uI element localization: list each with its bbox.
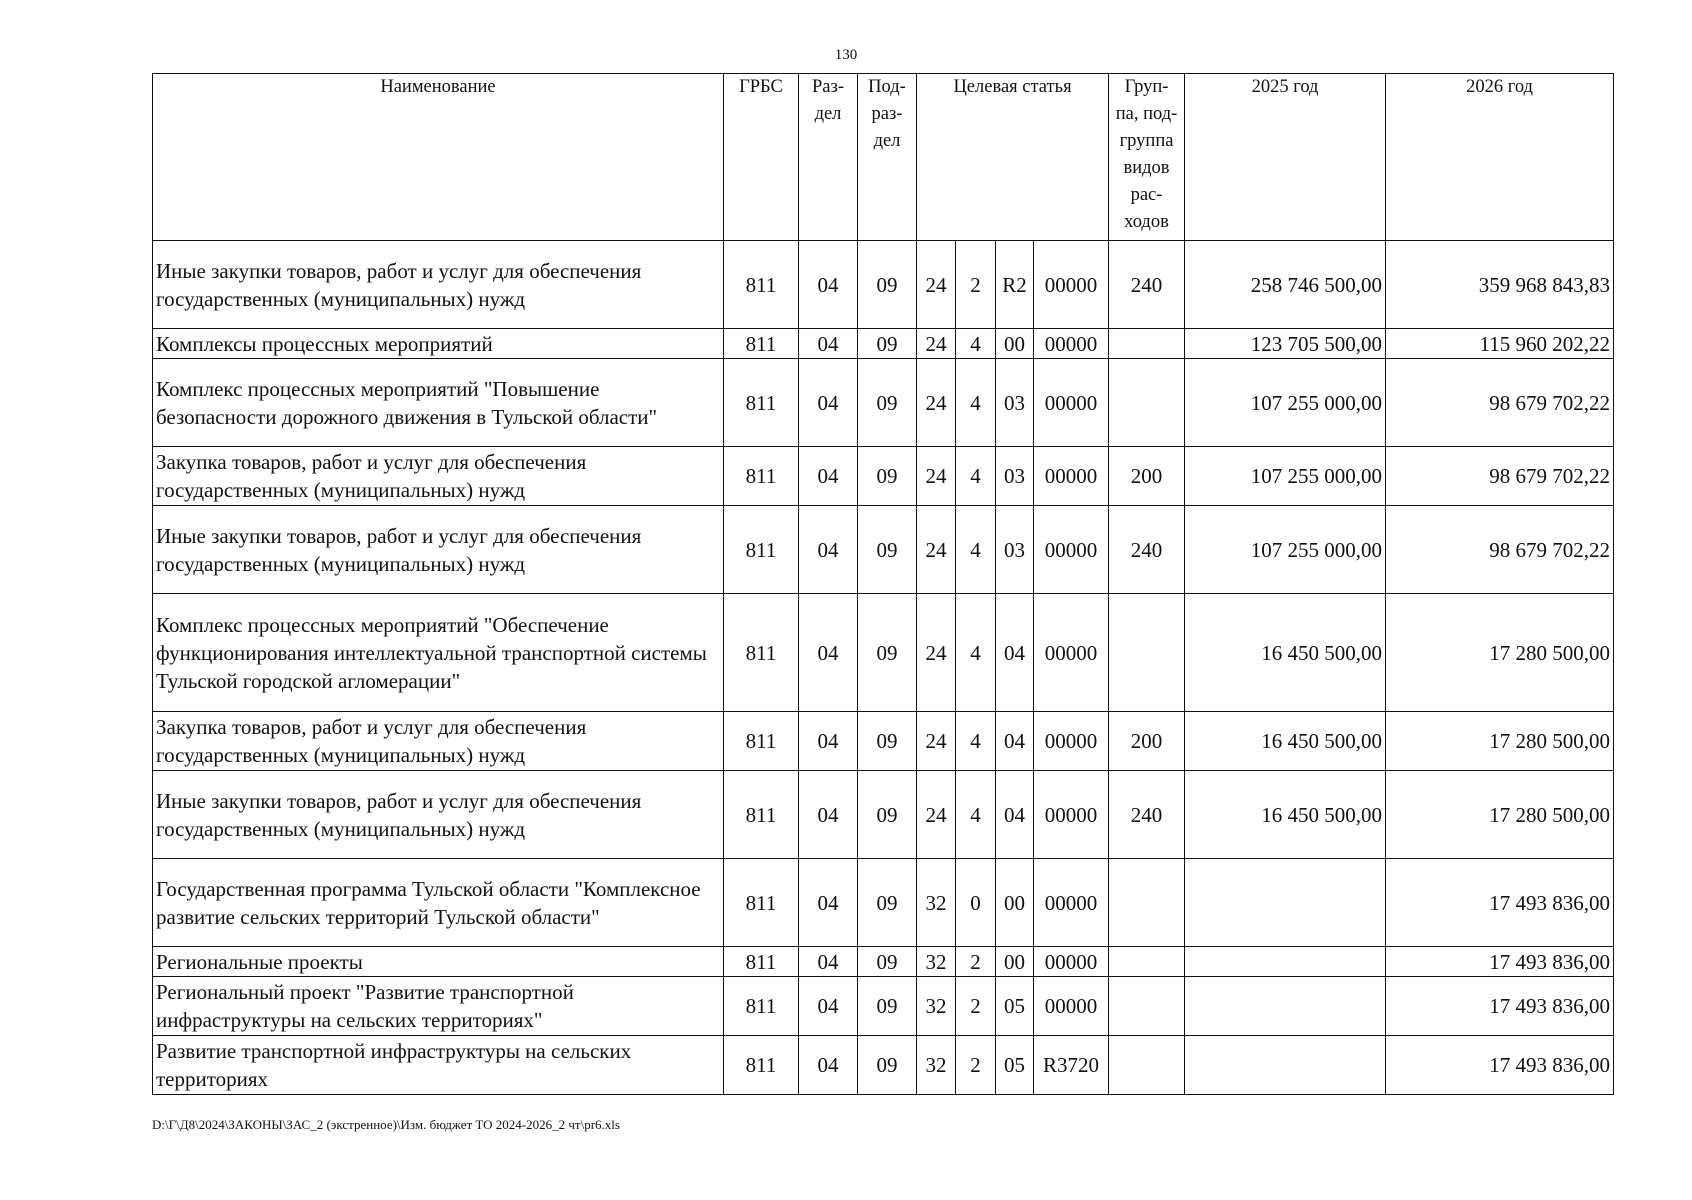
row-podrazdel: 09 (858, 1036, 917, 1095)
row-podrazdel: 09 (858, 594, 917, 712)
row-vid-raskhodov: 240 (1109, 241, 1185, 329)
header-tselevaya-statya: Целевая статья (917, 74, 1109, 241)
row-amount-2026: 17 280 500,00 (1386, 594, 1614, 712)
row-vid-raskhodov (1109, 947, 1185, 977)
table-row (153, 594, 1614, 712)
row-cs-subprogram: 00 (996, 859, 1034, 947)
row-amount-2025: 258 746 500,00 (1185, 241, 1386, 329)
row-amount-2026: 98 679 702,22 (1386, 447, 1614, 506)
row-amount-2026: 17 493 836,00 (1386, 859, 1614, 947)
header-year-2025: 2025 год (1185, 74, 1386, 241)
row-cs-subprogram: 05 (996, 977, 1034, 1036)
row-grbs: 811 (724, 241, 799, 329)
row-vid-raskhodov (1109, 859, 1185, 947)
page-number: 130 (834, 47, 858, 63)
row-razdel: 04 (799, 506, 858, 594)
table-row (153, 329, 1614, 359)
row-cs-subprogram: 03 (996, 447, 1034, 506)
row-cs-program: 24 (917, 329, 956, 359)
row-vid-raskhodov (1109, 329, 1185, 359)
row-amount-2025: 16 450 500,00 (1185, 712, 1386, 771)
row-amount-2025: 107 255 000,00 (1185, 359, 1386, 447)
row-razdel: 04 (799, 241, 858, 329)
row-cs-direction: 00000 (1034, 712, 1109, 771)
table-row (153, 859, 1614, 947)
row-podrazdel: 09 (858, 947, 917, 977)
row-cs-direction: 00000 (1034, 594, 1109, 712)
row-cs-direction: 00000 (1034, 977, 1109, 1036)
row-name: Иные закупки товаров, работ и услуг для обеспечения государственных (муниципальных) нужд (153, 506, 724, 594)
row-cs-subprogram: 04 (996, 771, 1034, 859)
table-row (153, 712, 1614, 771)
file-path-footer: D:\Г\Д8\2024\ЗАКОНЫ\ЗАС_2 (экстренное)\Изм. бюджет ТО 2024-2026_2 чт\pr6.xls (152, 1117, 620, 1132)
budget-table (152, 73, 1614, 1095)
table-row (153, 771, 1614, 859)
row-vid-raskhodov: 200 (1109, 712, 1185, 771)
header-razdel: Раз- дел (799, 74, 858, 241)
row-grbs: 811 (724, 977, 799, 1036)
row-cs-subprogram: 00 (996, 947, 1034, 977)
row-name: Закупка товаров, работ и услуг для обеспечения государственных (муниципальных) нужд (153, 712, 724, 771)
row-amount-2026: 17 493 836,00 (1386, 1036, 1614, 1095)
row-vid-raskhodov (1109, 977, 1185, 1036)
row-cs-type: 2 (956, 947, 996, 977)
row-podrazdel: 09 (858, 859, 917, 947)
row-cs-type: 2 (956, 241, 996, 329)
row-cs-direction: 00000 (1034, 241, 1109, 329)
row-cs-type: 2 (956, 977, 996, 1036)
row-vid-raskhodov (1109, 359, 1185, 447)
row-name: Государственная программа Тульской области "Комплексное развитие сельских территорий Тульской области" (153, 859, 724, 947)
row-amount-2025: 107 255 000,00 (1185, 506, 1386, 594)
row-amount-2025 (1185, 947, 1386, 977)
row-name: Закупка товаров, работ и услуг для обеспечения государственных (муниципальных) нужд (153, 447, 724, 506)
table-row (153, 506, 1614, 594)
row-cs-type: 4 (956, 329, 996, 359)
row-cs-program: 24 (917, 241, 956, 329)
row-cs-direction: 00000 (1034, 947, 1109, 977)
header-year-2026: 2026 год (1386, 74, 1614, 241)
row-name: Комплекс процессных мероприятий "Обеспечение функционирования интеллектуальной транспортной системы Тульской городской агломерации" (153, 594, 724, 712)
row-name: Иные закупки товаров, работ и услуг для обеспечения государственных (муниципальных) нужд (153, 241, 724, 329)
row-cs-type: 4 (956, 594, 996, 712)
row-cs-type: 0 (956, 859, 996, 947)
row-cs-subprogram: 03 (996, 359, 1034, 447)
row-amount-2025 (1185, 1036, 1386, 1095)
row-cs-program: 32 (917, 1036, 956, 1095)
row-podrazdel: 09 (858, 712, 917, 771)
row-grbs: 811 (724, 712, 799, 771)
row-amount-2025: 16 450 500,00 (1185, 594, 1386, 712)
row-cs-direction: 00000 (1034, 447, 1109, 506)
row-grbs: 811 (724, 359, 799, 447)
row-amount-2025 (1185, 859, 1386, 947)
row-cs-program: 24 (917, 771, 956, 859)
row-razdel: 04 (799, 771, 858, 859)
header-podrazdel: Под- раз- дел (858, 74, 917, 241)
row-name: Развитие транспортной инфраструктуры на сельских территориях (153, 1036, 724, 1095)
row-grbs: 811 (724, 594, 799, 712)
row-cs-subprogram: 03 (996, 506, 1034, 594)
row-razdel: 04 (799, 859, 858, 947)
table-row (153, 947, 1614, 977)
row-amount-2025 (1185, 977, 1386, 1036)
row-vid-raskhodov: 240 (1109, 506, 1185, 594)
row-cs-subprogram: R2 (996, 241, 1034, 329)
row-razdel: 04 (799, 447, 858, 506)
row-cs-program: 24 (917, 359, 956, 447)
table-row (153, 977, 1614, 1036)
row-name: Комплекс процессных мероприятий "Повышение безопасности дорожного движения в Тульской области" (153, 359, 724, 447)
row-vid-raskhodov: 240 (1109, 771, 1185, 859)
row-cs-program: 24 (917, 506, 956, 594)
row-amount-2026: 115 960 202,22 (1386, 329, 1614, 359)
row-razdel: 04 (799, 359, 858, 447)
row-cs-type: 2 (956, 1036, 996, 1095)
row-cs-type: 4 (956, 359, 996, 447)
row-cs-program: 32 (917, 977, 956, 1036)
row-cs-subprogram: 00 (996, 329, 1034, 359)
row-podrazdel: 09 (858, 447, 917, 506)
row-cs-direction: 00000 (1034, 359, 1109, 447)
row-name: Комплексы процессных мероприятий (153, 329, 724, 359)
row-name: Иные закупки товаров, работ и услуг для обеспечения государственных (муниципальных) нужд (153, 771, 724, 859)
row-razdel: 04 (799, 712, 858, 771)
row-amount-2026: 98 679 702,22 (1386, 359, 1614, 447)
row-cs-type: 4 (956, 771, 996, 859)
row-cs-program: 32 (917, 859, 956, 947)
row-cs-type: 4 (956, 712, 996, 771)
row-razdel: 04 (799, 977, 858, 1036)
row-razdel: 04 (799, 594, 858, 712)
table-row (153, 1036, 1614, 1095)
row-cs-type: 4 (956, 506, 996, 594)
row-cs-subprogram: 04 (996, 594, 1034, 712)
row-grbs: 811 (724, 947, 799, 977)
row-amount-2026: 17 493 836,00 (1386, 977, 1614, 1036)
row-name: Региональный проект "Развитие транспортной инфраструктуры на сельских территориях" (153, 977, 724, 1036)
row-grbs: 811 (724, 329, 799, 359)
row-amount-2025: 107 255 000,00 (1185, 447, 1386, 506)
header-row (153, 74, 1614, 241)
row-razdel: 04 (799, 1036, 858, 1095)
header-gruppa-vidov-raskhodov: Груп- па, под- группа видов рас- ходов (1109, 74, 1185, 241)
row-vid-raskhodov (1109, 1036, 1185, 1095)
row-cs-direction: 00000 (1034, 859, 1109, 947)
table-row (153, 359, 1614, 447)
row-cs-direction: 00000 (1034, 506, 1109, 594)
row-cs-type: 4 (956, 447, 996, 506)
row-cs-program: 24 (917, 447, 956, 506)
row-cs-direction: 00000 (1034, 329, 1109, 359)
row-podrazdel: 09 (858, 771, 917, 859)
row-grbs: 811 (724, 859, 799, 947)
row-grbs: 811 (724, 1036, 799, 1095)
row-podrazdel: 09 (858, 241, 917, 329)
row-grbs: 811 (724, 447, 799, 506)
row-grbs: 811 (724, 771, 799, 859)
row-cs-direction: 00000 (1034, 771, 1109, 859)
header-grbs: ГРБС (724, 74, 799, 241)
row-amount-2026: 17 280 500,00 (1386, 712, 1614, 771)
row-amount-2026: 17 493 836,00 (1386, 947, 1614, 977)
row-name: Региональные проекты (153, 947, 724, 977)
row-cs-subprogram: 05 (996, 1036, 1034, 1095)
header-name: Наименование (153, 74, 724, 241)
row-amount-2025: 16 450 500,00 (1185, 771, 1386, 859)
table-body (153, 241, 1614, 1095)
row-razdel: 04 (799, 947, 858, 977)
row-grbs: 811 (724, 506, 799, 594)
row-podrazdel: 09 (858, 359, 917, 447)
row-vid-raskhodov (1109, 594, 1185, 712)
row-razdel: 04 (799, 329, 858, 359)
row-cs-subprogram: 04 (996, 712, 1034, 771)
row-amount-2026: 98 679 702,22 (1386, 506, 1614, 594)
row-vid-raskhodov: 200 (1109, 447, 1185, 506)
row-amount-2026: 17 280 500,00 (1386, 771, 1614, 859)
row-cs-program: 24 (917, 712, 956, 771)
row-cs-direction: R3720 (1034, 1036, 1109, 1095)
row-amount-2026: 359 968 843,83 (1386, 241, 1614, 329)
row-cs-program: 32 (917, 947, 956, 977)
table-row (153, 447, 1614, 506)
row-podrazdel: 09 (858, 329, 917, 359)
row-podrazdel: 09 (858, 506, 917, 594)
row-cs-program: 24 (917, 594, 956, 712)
table-row (153, 241, 1614, 329)
row-podrazdel: 09 (858, 977, 917, 1036)
row-amount-2025: 123 705 500,00 (1185, 329, 1386, 359)
